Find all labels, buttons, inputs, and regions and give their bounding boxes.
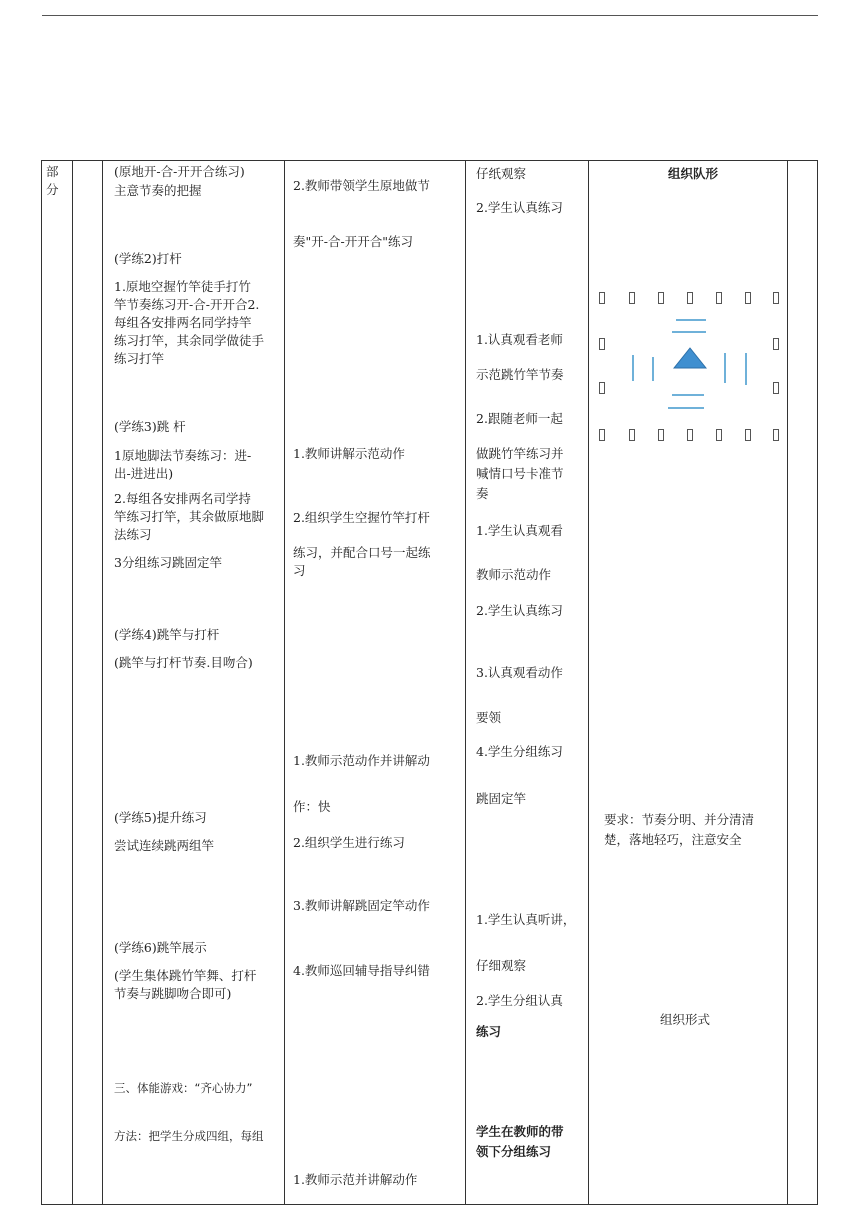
practice-line: 2.每组各安排两名司学持 [114,491,251,506]
teacher-line: 1.教师示范动作并讲解动 [293,753,430,768]
student-line: 做跳竹竿练习并 [476,446,564,461]
student-marker-icon [687,429,693,441]
practice-line: 练习打竿 [114,351,165,366]
practice-title: (学练6)跳竿展示 [114,940,207,955]
practice-line: 练习打竿，其余同学做徒手 [114,333,265,348]
pole-icon [676,319,706,321]
practice-line: 每组各安排两名同学持竿 [114,315,252,330]
practice-title: (学练5)提升练习 [114,810,207,825]
col-divider [284,161,285,1204]
practice-line: (学生集体跳竹竿舞、打杆 [114,968,257,983]
practice-line: 1原地脚法节奏练习：进- [114,448,252,463]
practice-line: 主意节奏的把握 [114,183,202,198]
student-line: 2.跟随老师一起 [476,411,563,426]
student-marker-icon [629,292,635,304]
teacher-line: 2.组织学生进行练习 [293,835,405,850]
student-marker-icon [773,338,779,350]
teacher-line: 1.教师示范并讲解动作 [293,1172,418,1187]
student-marker-icon [599,292,605,304]
student-marker-icon [599,338,605,350]
practice-line: (跳竿与打杆节奏.目吻合) [114,655,253,670]
teacher-triangle-icon [673,347,707,369]
col-divider [102,161,103,1204]
pole-icon [672,331,706,333]
lesson-table [41,160,818,1205]
teacher-line: 3.教师讲解跳固定竿动作 [293,898,430,913]
practice-title: (学练2)打杆 [114,251,182,266]
student-marker-icon [773,292,779,304]
student-marker-icon [599,382,605,394]
pole-icon [652,357,654,381]
teacher-line: 2.组织学生空握竹竿打杆 [293,510,430,525]
requirement-text: 楚，落地轻巧，注意安全 [604,832,742,847]
student-line: 1.学生认真观看 [476,523,563,538]
game-title: 三、体能游戏：“齐心协力” [114,1081,253,1095]
student-line: 领下分组练习 [476,1144,552,1159]
section-label: 部分 [46,164,59,197]
practice-title: (学练3)跳 杆 [114,419,186,434]
student-line: 奏 [476,486,489,501]
student-line: 仔纸观察 [476,166,527,181]
student-line: 2.学生认真练习 [476,200,563,215]
teacher-line: 奏"开-合-开开合"练习 [293,234,413,249]
col-divider [72,161,73,1204]
student-marker-icon [773,382,779,394]
practice-line: 竿练习打竿，其余做原地脚 [114,509,265,524]
practice-line: 法练习 [114,527,152,542]
student-marker-icon [716,292,722,304]
student-line: 喊情口号卡准节 [476,466,564,481]
student-line: 3.认真观看动作 [476,665,563,680]
practice-line: 3分组练习跳固定竿 [114,555,222,570]
practice-line: 1.原地空握竹竿徒手打竹 [114,279,251,294]
col-divider [465,161,466,1204]
formation-title: 组织队形 [668,166,719,181]
practice-line: (原地开-合-开开合练习) [114,164,245,179]
student-line: 2.学生认真练习 [476,603,563,618]
student-marker-icon [716,429,722,441]
student-line: 要领 [476,710,502,725]
practice-line: 竿节奏练习开-合-开开合2. [114,297,260,312]
requirement-text: 要求：节奏分明、并分清清 [604,812,755,827]
pole-icon [745,353,747,385]
student-marker-icon [687,292,693,304]
student-marker-icon [745,292,751,304]
student-line: 2.学生分组认真 [476,993,563,1008]
pole-icon [668,407,704,409]
practice-line: 节奏与跳脚吻合即可) [114,986,232,1001]
student-line: 学生在教师的带 [476,1124,564,1139]
student-marker-icon [773,429,779,441]
student-line: 练习 [476,1024,502,1039]
pole-icon [672,394,704,396]
pole-icon [724,353,726,383]
practice-line: 出-进进出) [114,466,174,481]
teacher-line: 练习，并配合口号一起练 [293,545,431,560]
student-marker-icon [599,429,605,441]
practice-line: 尝试连续跳两组竿 [114,838,215,853]
student-marker-icon [658,429,664,441]
practice-title: (学练4)跳竿与打杆 [114,627,220,642]
header-rule [42,15,818,16]
teacher-line: 作：快 [293,799,331,814]
col-divider [787,161,788,1204]
student-line: 跳固定竿 [476,791,527,806]
teacher-line: 4.教师巡回辅导指导纠错 [293,963,430,978]
student-line: 仔细观察 [476,958,527,973]
teacher-line: 1.教师讲解示范动作 [293,446,405,461]
pole-icon [632,355,634,381]
teacher-line: 习 [293,563,306,578]
teacher-line: 2.教师带领学生原地做节 [293,178,430,193]
col-divider [588,161,589,1204]
student-marker-icon [658,292,664,304]
student-marker-icon [745,429,751,441]
student-line: 1.学生认真听讲， [476,912,576,927]
formation-form-label: 组织形式 [660,1012,711,1027]
student-line: 示范跳竹竿节奏 [476,367,564,382]
student-line: 4.学生分组练习 [476,744,563,759]
game-method: 方法：把学生分成四组，每组 [114,1129,264,1143]
student-line: 1.认真观看老师 [476,332,563,347]
student-marker-icon [629,429,635,441]
student-line: 教师示范动作 [476,567,552,582]
